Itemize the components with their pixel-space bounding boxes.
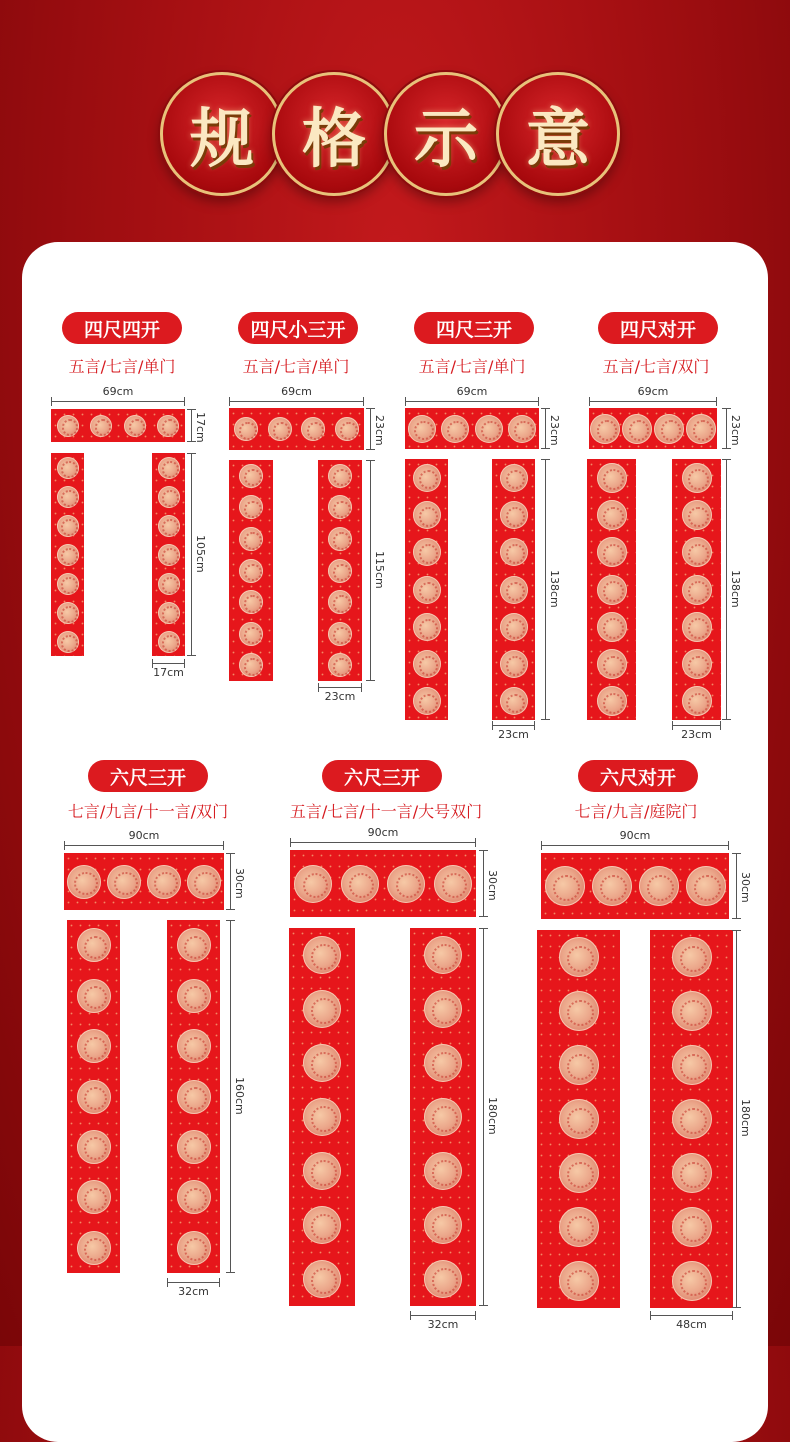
- width-dimension-line: [405, 401, 539, 402]
- fortune-medal: [158, 631, 180, 653]
- fortune-medal: [682, 686, 712, 716]
- height-dimension-line: [370, 408, 371, 450]
- spec-name-label: 六尺三开: [322, 760, 442, 792]
- height-dimension-line: [726, 408, 727, 449]
- scroll-width-line: [650, 1315, 733, 1316]
- fortune-medal: [158, 457, 180, 479]
- fortune-medal: [239, 590, 263, 614]
- fortune-medal: [57, 415, 79, 437]
- fortune-medal: [672, 1207, 712, 1247]
- fortune-medal: [177, 1029, 211, 1063]
- fortune-medal: [177, 928, 211, 962]
- width-dimension-label: 90cm: [619, 829, 651, 842]
- fortune-medal: [158, 573, 180, 595]
- scroll-width-label: 23cm: [324, 690, 356, 703]
- fortune-medal: [682, 463, 712, 493]
- scroll-width-line: [167, 1282, 220, 1283]
- fortune-medal: [592, 866, 632, 906]
- fortune-medal: [303, 1098, 341, 1136]
- fortune-medal: [294, 865, 332, 903]
- fortune-medal: [234, 417, 258, 441]
- title-char-4: 意: [496, 72, 620, 196]
- fortune-medal: [597, 537, 627, 567]
- spec-usage-label: 五言/七言/十一言/大号双门: [289, 802, 483, 821]
- scroll-width-label: 17cm: [153, 666, 184, 679]
- spec-name-label: 六尺对开: [578, 760, 698, 792]
- fortune-medal: [424, 1044, 462, 1082]
- height-dimension-line: [545, 408, 546, 449]
- fortune-medal: [672, 1153, 712, 1193]
- fortune-medal: [590, 414, 620, 444]
- fortune-medal: [508, 415, 536, 443]
- fortune-medal: [77, 1180, 111, 1214]
- fortune-medal: [500, 538, 528, 566]
- fortune-medal: [303, 1206, 341, 1244]
- scroll-height-line: [230, 920, 231, 1273]
- width-dimension-label: 69cm: [637, 385, 669, 398]
- fortune-medal: [328, 464, 352, 488]
- fortune-medal: [672, 991, 712, 1031]
- height-dimension-line: [191, 409, 192, 442]
- fortune-medal: [559, 1099, 599, 1139]
- scroll-width-line: [672, 725, 721, 726]
- fortune-medal: [622, 414, 652, 444]
- fortune-medal: [57, 457, 79, 479]
- fortune-medal: [413, 501, 441, 529]
- top-height-label: 17cm: [194, 411, 207, 443]
- fortune-medal: [424, 1098, 462, 1136]
- fortune-medal: [682, 575, 712, 605]
- fortune-medal: [654, 414, 684, 444]
- fortune-medal: [413, 650, 441, 678]
- fortune-medal: [413, 576, 441, 604]
- fortune-medal: [57, 573, 79, 595]
- fortune-medal: [441, 415, 469, 443]
- spec-usage-label: 七言/九言/庭院门: [574, 802, 698, 821]
- fortune-medal: [158, 544, 180, 566]
- fortune-medal: [500, 501, 528, 529]
- fortune-medal: [672, 1099, 712, 1139]
- fortune-medal: [597, 575, 627, 605]
- fortune-medal: [77, 1080, 111, 1114]
- width-dimension-line: [64, 845, 224, 846]
- height-dimension-line: [736, 853, 737, 919]
- fortune-medal: [57, 602, 79, 624]
- fortune-medal: [158, 602, 180, 624]
- fortune-medal: [328, 559, 352, 583]
- fortune-medal: [500, 613, 528, 641]
- fortune-medal: [500, 464, 528, 492]
- scroll-width-label: 23cm: [498, 728, 529, 741]
- spec-usage-label: 五言/七言/单门: [418, 357, 526, 376]
- fortune-medal: [545, 866, 585, 906]
- fortune-medal: [559, 991, 599, 1031]
- height-dimension-line: [483, 850, 484, 917]
- spec-usage-label: 五言/七言/单门: [242, 357, 350, 376]
- width-dimension-line: [290, 842, 476, 843]
- fortune-medal: [424, 1260, 462, 1298]
- fortune-medal: [434, 865, 472, 903]
- top-height-label: 30cm: [739, 872, 752, 903]
- fortune-medal: [500, 650, 528, 678]
- scroll-height-label: 138cm: [548, 569, 561, 608]
- fortune-medal: [597, 649, 627, 679]
- fortune-medal: [57, 515, 79, 537]
- scroll-height-line: [545, 459, 546, 720]
- fortune-medal: [177, 1080, 211, 1114]
- top-height-label: 23cm: [548, 414, 561, 446]
- fortune-medal: [303, 1152, 341, 1190]
- fortune-medal: [682, 537, 712, 567]
- scroll-height-label: 160cm: [233, 1076, 246, 1115]
- fortune-medal: [67, 865, 101, 899]
- scroll-height-label: 180cm: [739, 1099, 752, 1137]
- fortune-medal: [90, 415, 112, 437]
- spec-name-label: 四尺小三开: [238, 312, 358, 344]
- fortune-medal: [124, 415, 146, 437]
- fortune-medal: [57, 544, 79, 566]
- fortune-medal: [177, 1130, 211, 1164]
- fortune-medal: [424, 936, 462, 974]
- width-dimension-line: [229, 401, 364, 402]
- height-dimension-line: [230, 853, 231, 910]
- scroll-width-line: [318, 687, 362, 688]
- title-char-3: 示: [384, 72, 508, 196]
- fortune-medal: [413, 538, 441, 566]
- fortune-medal: [686, 414, 716, 444]
- scroll-width-label: 23cm: [681, 728, 712, 741]
- spec-name-label: 六尺三开: [88, 760, 208, 792]
- fortune-medal: [77, 1130, 111, 1164]
- top-height-label: 23cm: [729, 414, 742, 446]
- fortune-medal: [559, 1153, 599, 1193]
- fortune-medal: [239, 559, 263, 583]
- fortune-medal: [328, 622, 352, 646]
- fortune-medal: [559, 1045, 599, 1085]
- fortune-medal: [177, 1231, 211, 1265]
- spec-name-label: 四尺三开: [414, 312, 534, 344]
- scroll-height-line: [726, 459, 727, 720]
- fortune-medal: [597, 500, 627, 530]
- fortune-medal: [682, 612, 712, 642]
- fortune-medal: [77, 1231, 111, 1265]
- fortune-medal: [341, 865, 379, 903]
- fortune-medal: [147, 865, 181, 899]
- width-dimension-label: 90cm: [128, 829, 160, 842]
- fortune-medal: [500, 576, 528, 604]
- width-dimension-label: 90cm: [367, 826, 399, 839]
- title-char-2: 格: [272, 72, 396, 196]
- fortune-medal: [158, 515, 180, 537]
- fortune-medal: [559, 1261, 599, 1301]
- fortune-medal: [500, 687, 528, 715]
- scroll-height-label: 115cm: [373, 550, 386, 589]
- width-dimension-label: 69cm: [102, 385, 134, 398]
- top-height-label: 30cm: [233, 867, 246, 899]
- fortune-medal: [158, 486, 180, 508]
- title-banner: [0, 60, 790, 190]
- scroll-height-line: [736, 930, 737, 1308]
- fortune-medal: [177, 979, 211, 1013]
- fortune-medal: [559, 937, 599, 977]
- fortune-medal: [413, 687, 441, 715]
- width-dimension-label: 69cm: [456, 385, 488, 398]
- fortune-medal: [597, 463, 627, 493]
- scroll-width-label: 32cm: [427, 1318, 459, 1331]
- fortune-medal: [682, 649, 712, 679]
- fortune-medal: [682, 500, 712, 530]
- spec-usage-label: 五言/七言/双门: [602, 357, 710, 376]
- scroll-width-line: [492, 725, 535, 726]
- scroll-width-line: [410, 1315, 476, 1316]
- fortune-medal: [77, 1029, 111, 1063]
- scroll-height-line: [483, 928, 484, 1306]
- fortune-medal: [239, 527, 263, 551]
- fortune-medal: [303, 1044, 341, 1082]
- spec-usage-label: 七言/九言/十一言/双门: [67, 802, 229, 821]
- fortune-medal: [408, 415, 436, 443]
- fortune-medal: [239, 622, 263, 646]
- fortune-medal: [424, 1152, 462, 1190]
- fortune-medal: [413, 613, 441, 641]
- fortune-medal: [303, 1260, 341, 1298]
- scroll-height-line: [191, 453, 192, 656]
- scroll-height-line: [370, 460, 371, 681]
- fortune-medal: [597, 612, 627, 642]
- fortune-medal: [335, 417, 359, 441]
- fortune-medal: [328, 527, 352, 551]
- scroll-height-label: 138cm: [729, 569, 742, 608]
- width-dimension-line: [589, 401, 717, 402]
- fortune-medal: [387, 865, 425, 903]
- width-dimension-line: [541, 845, 729, 846]
- scroll-width-line: [152, 663, 185, 664]
- fortune-medal: [187, 865, 221, 899]
- spec-usage-label: 五言/七言/单门: [68, 357, 176, 376]
- width-dimension-label: 69cm: [281, 385, 312, 398]
- scroll-height-label: 180cm: [486, 1097, 499, 1135]
- fortune-medal: [77, 979, 111, 1013]
- fortune-medal: [686, 866, 726, 906]
- fortune-medal: [157, 415, 179, 437]
- fortune-medal: [239, 464, 263, 488]
- fortune-medal: [559, 1207, 599, 1247]
- fortune-medal: [77, 928, 111, 962]
- fortune-medal: [177, 1180, 211, 1214]
- spec-name-label: 四尺四开: [62, 312, 182, 344]
- scroll-height-label: 105cm: [194, 534, 207, 573]
- top-height-label: 30cm: [486, 869, 499, 901]
- fortune-medal: [303, 990, 341, 1028]
- fortune-medal: [475, 415, 503, 443]
- fortune-medal: [672, 1261, 712, 1301]
- fortune-medal: [639, 866, 679, 906]
- fortune-medal: [413, 464, 441, 492]
- top-height-label: 23cm: [373, 415, 386, 446]
- title-char-1: 规: [160, 72, 284, 196]
- fortune-medal: [597, 686, 627, 716]
- fortune-medal: [328, 590, 352, 614]
- fortune-medal: [57, 631, 79, 653]
- fortune-medal: [672, 937, 712, 977]
- fortune-medal: [107, 865, 141, 899]
- width-dimension-line: [51, 401, 185, 402]
- fortune-medal: [424, 1206, 462, 1244]
- fortune-medal: [672, 1045, 712, 1085]
- fortune-medal: [268, 417, 292, 441]
- fortune-medal: [424, 990, 462, 1028]
- spec-name-label: 四尺对开: [598, 312, 718, 344]
- fortune-medal: [57, 486, 79, 508]
- scroll-width-label: 48cm: [676, 1318, 707, 1331]
- scroll-width-label: 32cm: [178, 1285, 209, 1298]
- fortune-medal: [303, 936, 341, 974]
